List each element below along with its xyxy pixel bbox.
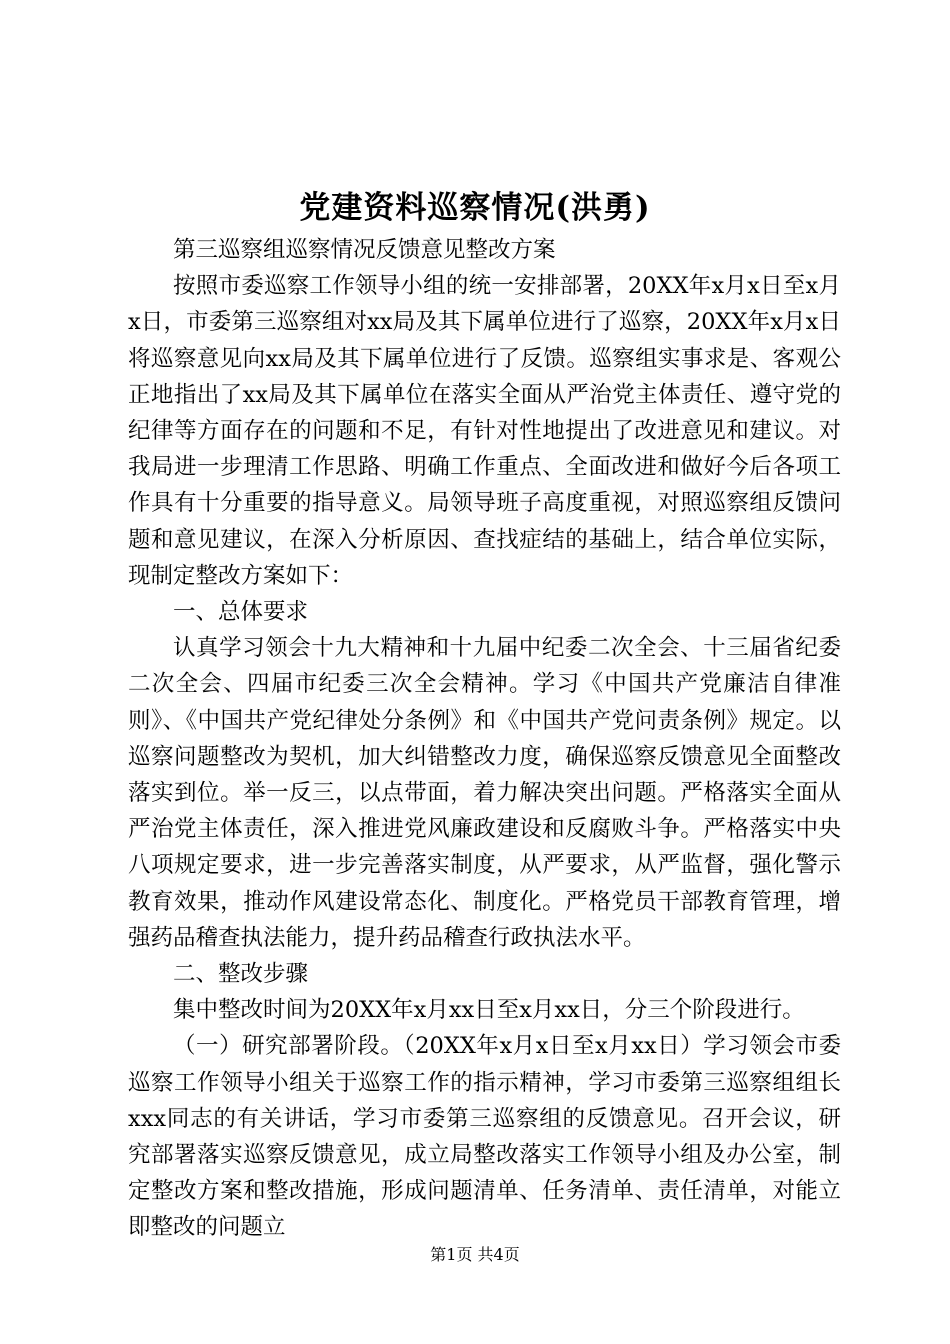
section-heading-general-requirements: 一、总体要求 [173,599,309,626]
page-number-footer: 第1页 共4页 [430,1245,520,1264]
intro-paragraph: 按照市委巡察工作领导小组的统一安排部署，20XX年x月x日至x月x日，市委第三巡察组对xx局及其下属单位进行了巡察，20XX年x月x日将巡察意见向xx局及其下属单位进行了反馈。巡察组实事求是、客观公正地指出了xx局及其下属单位在落实全面从严治党主体责任、遵守党的纪律等方面存在的问题和不足，有针对性地提出了改进意见和建议。对我局进一步理清工作思路、明确工作重点、全面改进和做好今后各项工作具有十分重要的指导意义。局领导班子高度重视，对照巡察组反馈问题和意见建议，在深入分析原因、查找症结的基础上，结合单位实际，现制定整改方案如下： [128,273,841,589]
general-requirements-paragraph: 认真学习领会十九大精神和十九届中纪委二次全会、十三届省纪委二次全会、四届市纪委三次全会精神。学习《中国共产党廉洁自律准则》、《中国共产党纪律处分条例》和《中国共产党问责条例》规定。以巡察问题整改为契机，加大纠错整改力度，确保巡察反馈意见全面整改落实到位。举一反三，以点带面，着力解决突出问题。严格落实全面从严治党主体责任，深入推进党风廉政建设和反腐败斗争。严格落实中央八项规定要求，进一步完善落实制度，从严要求，从严监督，强化警示教育效果，推动作风建设常态化、制度化。严格党员干部教育管理，增强药品稽查执法能力，提升药品稽查行政执法水平。 [128,635,841,951]
document-body [128,232,841,1246]
rectification-period-paragraph: 集中整改时间为20XX年x月xx日至x月xx日，分三个阶段进行。 [173,997,805,1024]
section-heading-rectification-steps: 二、整改步骤 [173,961,309,988]
document-title: 党建资料巡察情况(洪勇) [299,190,651,226]
stage-one-paragraph: （一）研究部署阶段。（20XX年x月x日至x月xx日）学习领会市委巡察工作领导小组关于巡察工作的指示精神，学习市委第三巡察组组长xxx同志的有关讲话，学习市委第三巡察组的反馈意见。召开会议，研究部署落实巡察反馈意见，成立局整改落实工作领导小组及办公室，制定整改方案和整改措施，形成问题清单、任务清单、责任清单，对能立即整改的问题立 [128,1033,841,1241]
document-subtitle: 第三巡察组巡察情况反馈意见整改方案 [173,237,556,263]
